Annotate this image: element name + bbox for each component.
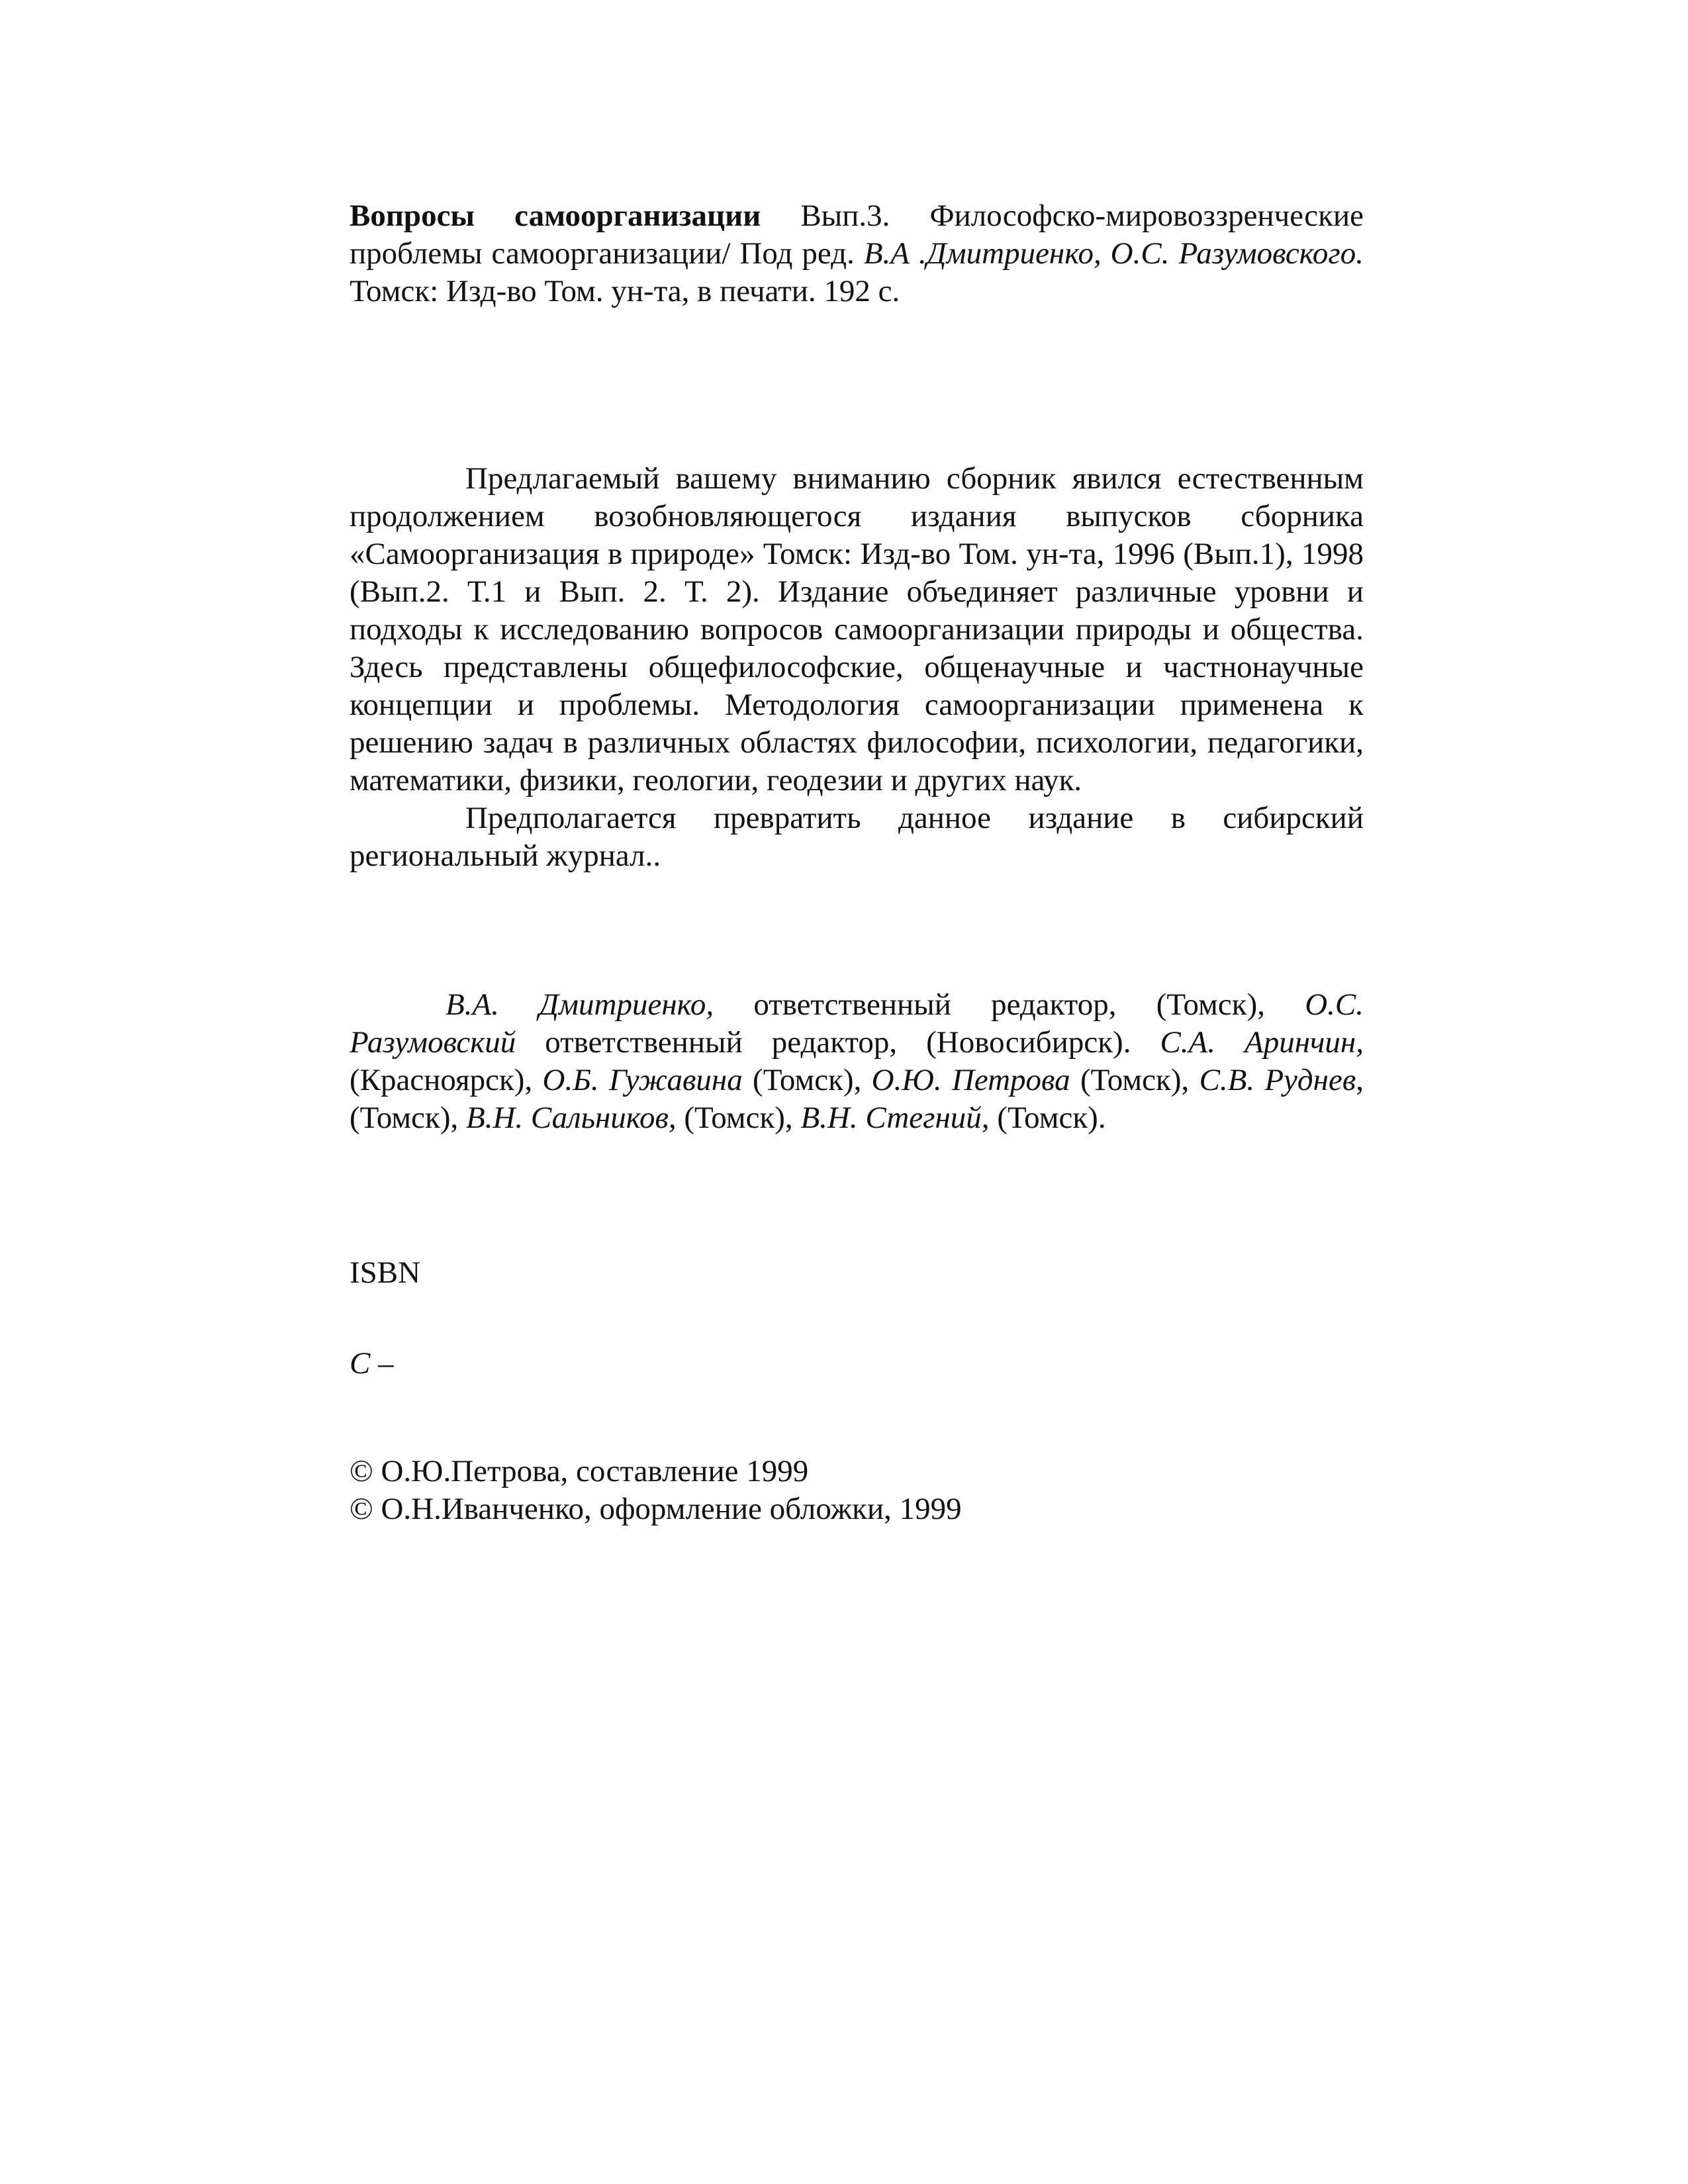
classification-index: С – xyxy=(350,1346,394,1381)
editorial-board-paragraph xyxy=(350,986,1364,1137)
copyright-line: © О.Н.Иванченко, оформление обложки, 1999 xyxy=(350,1492,962,1526)
editor-role: (Томск), xyxy=(1070,1063,1199,1097)
issue-description: Вып.3. Философско-мировоззренческие проблемы самоорганизации/ Под ред. xyxy=(350,199,1364,271)
editor-role: (Томск), xyxy=(742,1063,872,1097)
editor-name: С.В. Руднев xyxy=(1199,1063,1356,1097)
abstract-paragraph: Предполагается превратить данное издание в сибирский региональный журнал.. xyxy=(350,801,1364,873)
editor-name: В.Н. Сальников, xyxy=(466,1101,677,1135)
copyright-notice xyxy=(350,1453,1364,1528)
editor-name: О.С. Разумовский xyxy=(350,987,1364,1060)
editor-role: , (Томск), xyxy=(350,1063,1364,1135)
publisher-info: Томск: Изд-во Том. ун-та, в печати. 192 с. xyxy=(350,274,900,308)
editor-name: В.Н. Стегний xyxy=(800,1101,982,1135)
editorial-board xyxy=(350,986,1364,1137)
editor-role: (Томск), xyxy=(676,1101,801,1135)
editor-role: ответственный редактор, (Томск), xyxy=(714,987,1305,1022)
collection-title: Вопросы самоорганизации xyxy=(350,199,761,233)
editors-names: В.А .Дмитриенко, О.С. Разумовского. xyxy=(863,236,1364,271)
abstract-paragraph: Предлагаемый вашему вниманию сборник явился естественным продолжением возобновляющегося издания выпусков сборника «Самоорганизация в природе» Томск: Изд-во Том. ун-та, 1996 (Вып.1), 1998 (Вып.2. Т.1 и Вып. 2. Т. 2). Издание объединяет различные уровни и подходы к исследованию вопросов самоорганизации природы и общества. Здесь представлены общефилософские, общенаучные и частнонаучные концепции и проблемы. Методология самоорганизации применена к решению задач в различных областях философии, психологии, педагогики, математики, физики, геологии, геодезии и других наук. xyxy=(350,461,1364,797)
isbn-label: ISBN xyxy=(350,1255,421,1290)
editor-name: В.А. Дмитриенко, xyxy=(445,987,714,1022)
editor-role: , (Томск). xyxy=(981,1101,1106,1135)
editor-name: О.Б. Гужавина xyxy=(542,1063,743,1097)
editor-role: (Красноярск), xyxy=(350,1063,543,1097)
copyright-line: © О.Ю.Петрова, составление 1999 xyxy=(350,1454,809,1488)
editor-name: С.А. Аринчин, xyxy=(1160,1025,1364,1060)
bibliographic-entry xyxy=(350,197,1364,310)
editor-name: О.Ю. Петрова xyxy=(871,1063,1070,1097)
abstract xyxy=(350,460,1364,875)
editor-role: ответственный редактор, (Новосибирск). xyxy=(516,1025,1160,1060)
